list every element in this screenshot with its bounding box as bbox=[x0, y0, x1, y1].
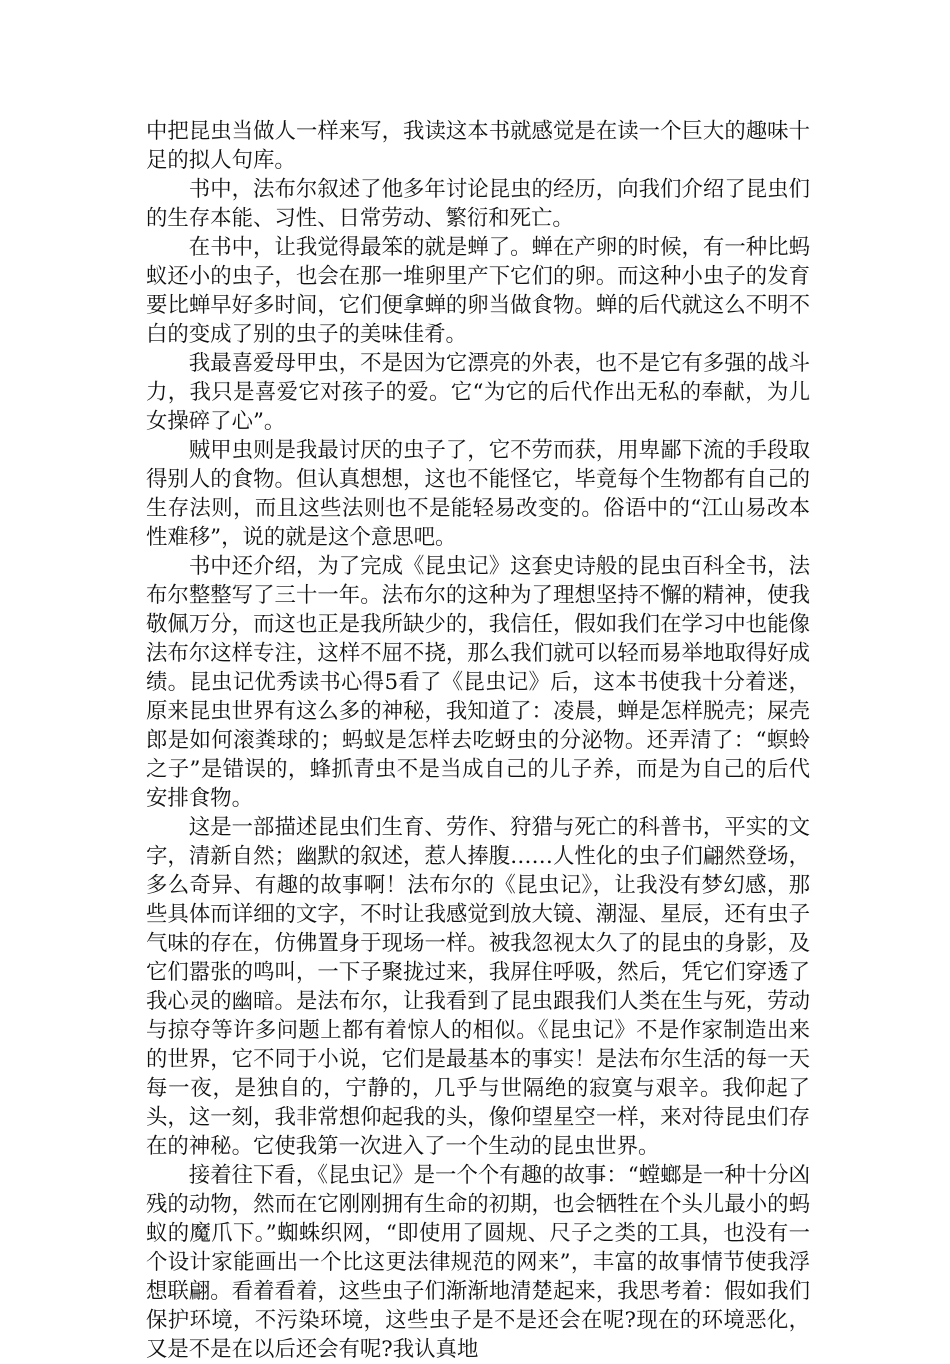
paragraph-8: 接着往下看，《昆虫记》是一个个有趣的故事：“螳螂是一种十分凶残的动物，然而在它刚刚拥有生命的初期，也会牺牲在个头儿最小的蚂蚁的魔爪下。”蜘蛛织网，“即使用了圆规、尺子之类的工具，也没有一个设计家能画出一个比这更法律规范的网来”，丰富的故事情节使我浮想联翩。看着看着，这些虫子们渐渐地清楚起来，我思考着：假如我们保护环境，不污染环境，这些虫子是不是还会在呢?现在的环境恶化，又是不是在以后还会有呢?我认真地 bbox=[146, 1163, 810, 1362]
paragraph-4: 我最喜爱母甲虫，不是因为它漂亮的外表，也不是它有多强的战斗力，我只是喜爱它对孩子的爱。它“为它的后代作出无私的奉献，为儿女操碎了心”。 bbox=[146, 351, 810, 434]
paragraph-1: 中把昆虫当做人一样来写，我读这本书就感觉是在读一个巨大的趣味十足的拟人句库。 bbox=[146, 119, 810, 173]
paragraph-5: 贼甲虫则是我最讨厌的虫子了，它不劳而获，用卑鄙下流的手段取得别人的食物。但认真想想，这也不能怪它，毕竟每个生物都有自己的生存法则，而且这些法则也不是能轻易改变的。俗语中的“江山易改本性难移”，说的就是这个意思吧。 bbox=[146, 438, 810, 550]
paragraph-3: 在书中，让我觉得最笨的就是蝉了。蝉在产卵的时候，有一种比蚂蚁还小的虫子，也会在那一堆卵里产下它们的卵。而这种小虫子的发育要比蝉早好多时间，它们便拿蝉的卵当做食物。蝉的后代就这么不明不白的变成了别的虫子的美味佳肴。 bbox=[146, 235, 810, 347]
paragraph-6: 书中还介绍，为了完成《昆虫记》这套史诗般的昆虫百科全书，法布尔整整写了三十一年。法布尔的这种为了理想坚持不懈的精神，使我敬佩万分，而这也正是我所缺少的，我信任，假如我们在学习中也能像法布尔这样专注，这样不屈不挠，那么我们就可以轻而易举地取得好成绩。昆虫记优秀读书心得5看了《昆虫记》后，这本书使我十分着迷，原来昆虫世界有这么多的神秘，我知道了：凌晨，蝉是怎样脱壳；屎壳郎是如何滚粪球的；蚂蚁是怎样去吃蚜虫的分泌物。还弄清了：“螟蛉之子”是错误的，蜂抓青虫不是当成自己的儿子养，而是为自己的后代安排食物。 bbox=[146, 554, 810, 811]
document-page bbox=[146, 117, 810, 1364]
paragraph-7: 这是一部描述昆虫们生育、劳作、狩猎与死亡的科普书，平实的文字，清新自然；幽默的叙述，惹人捧腹……人性化的虫子们翩然登场，多么奇异、有趣的故事啊！法布尔的《昆虫记》，让我没有梦幻感，那些具体而详细的文字，不时让我感觉到放大镜、潮湿、星辰，还有虫子气味的存在，仿佛置身于现场一样。被我忽视太久了的昆虫的身影，及它们嚣张的鸣叫，一下子聚拢过来，我屏住呼吸，然后，凭它们穿透了我心灵的幽暗。是法布尔，让我看到了昆虫跟我们人类在生与死，劳动与掠夺等许多问题上都有着惊人的相似。《昆虫记》不是作家制造出来的世界，它不同于小说，它们是最基本的事实！是法布尔生活的每一天每一夜，是独自的，宁静的，几乎与世隔绝的寂寞与艰辛。我仰起了头，这一刻，我非常想仰起我的头，像仰望星空一样，来对待昆虫们存在的神秘。它使我第一次进入了一个生动的昆虫世界。 bbox=[146, 815, 810, 1159]
paragraph-2: 书中，法布尔叙述了他多年讨论昆虫的经历，向我们介绍了昆虫们的生存本能、习性、日常劳动、繁衍和死亡。 bbox=[146, 177, 810, 231]
